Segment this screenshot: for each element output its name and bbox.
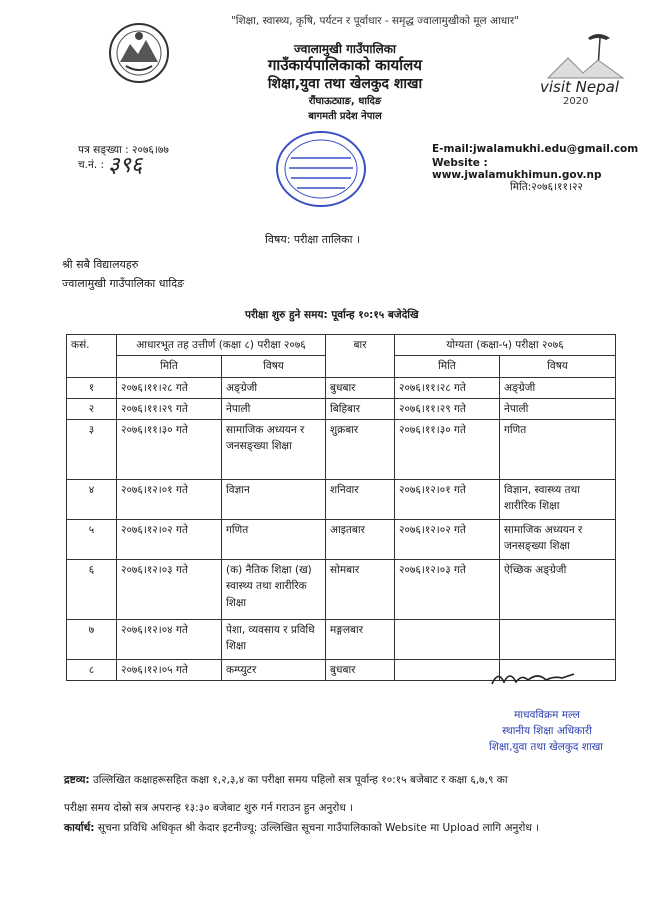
cell-date: २०७६।११।३० गते bbox=[117, 420, 222, 480]
office-name: गाउँकार्यपालिकाको कार्यालय bbox=[267, 56, 422, 74]
email-address: E-mail:jwalamukhi.edu@gmail.com bbox=[432, 143, 639, 155]
cell-subject2: विज्ञान, स्वास्थ्य तथा शारीरिक शिक्षा bbox=[500, 480, 616, 520]
cell-day: आइतबार bbox=[326, 520, 395, 560]
cell-date: २०७६।१२।०३ गते bbox=[117, 560, 222, 620]
col-header-sn: कसं. bbox=[67, 335, 117, 378]
signatory-section: शिक्षा,युवा तथा खेलकुद शाखा bbox=[488, 741, 604, 753]
dispatch-number: ३९६ bbox=[108, 153, 143, 178]
cell-date: २०७६।१२।०४ गते bbox=[117, 620, 222, 660]
subject-line: विषय: परीक्षा तालिका । bbox=[265, 233, 361, 246]
col-header-subject: विषय bbox=[222, 356, 326, 377]
table-row bbox=[67, 620, 616, 660]
cell-subject: पेशा, व्यवसाय र प्रविधि शिक्षा bbox=[222, 620, 326, 660]
cell-subject2: अङ्ग्रेजी bbox=[500, 377, 616, 398]
cell-sn: ६ bbox=[67, 560, 117, 620]
section-name: शिक्षा,युवा तथा खेलकुद शाखा bbox=[267, 76, 423, 92]
cell-subject: नेपाली bbox=[222, 398, 326, 419]
col-header-date: मिति bbox=[117, 356, 222, 377]
cell-subject: सामाजिक अध्ययन र जनसङ्ख्या शिक्षा bbox=[222, 420, 326, 480]
office-address: रौंघाऊट्याङ, धादिङ bbox=[308, 96, 382, 107]
note-3-label: कार्यार्थ: bbox=[64, 822, 95, 834]
visit-nepal-text: visit Nepal bbox=[540, 78, 620, 96]
cell-date2: २०७६।१२।०२ गते bbox=[395, 520, 500, 560]
cell-date2 bbox=[395, 660, 500, 681]
cell-date: २०७६।१२।०१ गते bbox=[117, 480, 222, 520]
cell-date: २०७६।१२।०५ गते bbox=[117, 660, 222, 681]
cell-subject: कम्प्युटर bbox=[222, 660, 326, 681]
cell-sn: ५ bbox=[67, 520, 117, 560]
note-3 bbox=[64, 820, 624, 837]
table-row bbox=[67, 420, 616, 480]
signatory-name: माधवविक्रम मल्ल bbox=[514, 709, 580, 721]
cell-date2 bbox=[395, 620, 500, 660]
cell-sn: १ bbox=[67, 377, 117, 398]
cell-day: मङ्गलबार bbox=[326, 620, 395, 660]
municipality-name: ज्वालामुखी गाउँपालिका bbox=[293, 42, 397, 56]
government-emblem-icon bbox=[108, 22, 170, 84]
col-header-subject-2: विषय bbox=[500, 356, 616, 377]
cell-subject2: नेपाली bbox=[500, 398, 616, 419]
note-2: परीक्षा समय दोस्रो सत्र अपरान्ह १३:३० बजेबाट शुरु गर्न गराउन हुन अनुरोध । bbox=[64, 802, 354, 814]
office-province: बागमती प्रदेश नेपाल bbox=[308, 111, 382, 122]
note-1 bbox=[64, 773, 624, 789]
table-row bbox=[67, 398, 616, 419]
cell-subject: (क) नैतिक शिक्षा (ख) स्वास्थ्य तथा शारीरिक शिक्षा bbox=[222, 560, 326, 620]
motto-text: "शिक्षा, स्वास्थ्य, कृषि, पर्यटन र पूर्वाधार - समृद्ध ज्वालामुखीको मूल आधार" bbox=[230, 15, 520, 27]
cell-day: बिहिबार bbox=[326, 398, 395, 419]
cell-subject: अङ्ग्रेजी bbox=[222, 377, 326, 398]
cell-date: २०७६।११।२८ गते bbox=[117, 377, 222, 398]
cell-sn: ४ bbox=[67, 480, 117, 520]
recipient-line-2: ज्वालामुखी गाउँपालिका धादिङ bbox=[62, 277, 185, 290]
cell-date2: २०७६।११।२९ गते bbox=[395, 398, 500, 419]
note-1-text: उल्लिखित कक्षाहरूसहित कक्षा १,२,३,४ का परीक्षा समय पहिलो सत्र पूर्वान्ह १०:१५ बजेबाट र कक्षा ६,७,९ का bbox=[92, 774, 508, 786]
cell-day: सोमबार bbox=[326, 560, 395, 620]
cell-day: बुधबार bbox=[326, 377, 395, 398]
signatory-title: स्थानीय शिक्षा अधिकारी bbox=[502, 725, 592, 737]
table-row bbox=[67, 520, 616, 560]
exam-start-time: परीक्षा शुरु हुने समय: पूर्वान्ह १०:१५ बजेदेखि bbox=[245, 309, 419, 321]
dispatch-label: च.नं. : bbox=[78, 159, 105, 171]
cell-subject: विज्ञान bbox=[222, 480, 326, 520]
recipient-line-1: श्री सबै विद्यालयहरु bbox=[62, 258, 139, 271]
cell-subject2: ऐच्छिक अङ्ग्रेजी bbox=[500, 560, 616, 620]
cell-subject2: गणित bbox=[500, 420, 616, 480]
cell-date: २०७६।११।२९ गते bbox=[117, 398, 222, 419]
cell-day: शनिवार bbox=[326, 480, 395, 520]
cell-day: बुधबार bbox=[326, 660, 395, 681]
office-stamp-icon bbox=[273, 128, 369, 210]
cell-subject: गणित bbox=[222, 520, 326, 560]
table-row bbox=[67, 377, 616, 398]
table-row bbox=[67, 480, 616, 520]
cell-day: शुक्रबार bbox=[326, 420, 395, 480]
note-3-text: सूचना प्रविधि अधिकृत श्री केदार इटनीज्यू: उल्लिखित सूचना गाउँपालिकाको Website मा Upload लागि अनुरोध । bbox=[97, 822, 540, 834]
cell-sn: २ bbox=[67, 398, 117, 419]
col-header-date-2: मिति bbox=[395, 356, 500, 377]
cell-date: २०७६।१२।०२ गते bbox=[117, 520, 222, 560]
exam-schedule-table bbox=[66, 334, 616, 681]
table-header-row bbox=[67, 335, 616, 356]
cell-subject2 bbox=[500, 620, 616, 660]
col-header-basic: आधारभूत तह उत्तीर्ण (कक्षा ८) परीक्षा २०७६ bbox=[117, 335, 326, 356]
cell-date2: २०७६।१२।०१ गते bbox=[395, 480, 500, 520]
cell-date2: २०७६।१२।०३ गते bbox=[395, 560, 500, 620]
cell-subject2: सामाजिक अध्ययन र जनसङ्ख्या शिक्षा bbox=[500, 520, 616, 560]
col-header-day: बार bbox=[326, 335, 395, 378]
signature-icon bbox=[488, 664, 578, 694]
letter-number: पत्र सङ्ख्या : २०७६।७७ bbox=[78, 144, 169, 156]
website-address: Website : www.jwalamukhimun.gov.np bbox=[432, 157, 602, 181]
letter-date: मिति:२०७६।११।२२ bbox=[510, 181, 583, 193]
cell-sn: ८ bbox=[67, 660, 117, 681]
visit-nepal-year: 2020 bbox=[563, 96, 589, 107]
table-row bbox=[67, 560, 616, 620]
cell-date2: २०७६।११।२८ गते bbox=[395, 377, 500, 398]
note-1-label: द्रष्टव्य: bbox=[64, 774, 90, 786]
col-header-eligibility: योग्यता (कक्षा-५) परीक्षा २०७६ bbox=[395, 335, 616, 356]
cell-date2: २०७६।११।३० गते bbox=[395, 420, 500, 480]
cell-sn: ३ bbox=[67, 420, 117, 480]
cell-sn: ७ bbox=[67, 620, 117, 660]
